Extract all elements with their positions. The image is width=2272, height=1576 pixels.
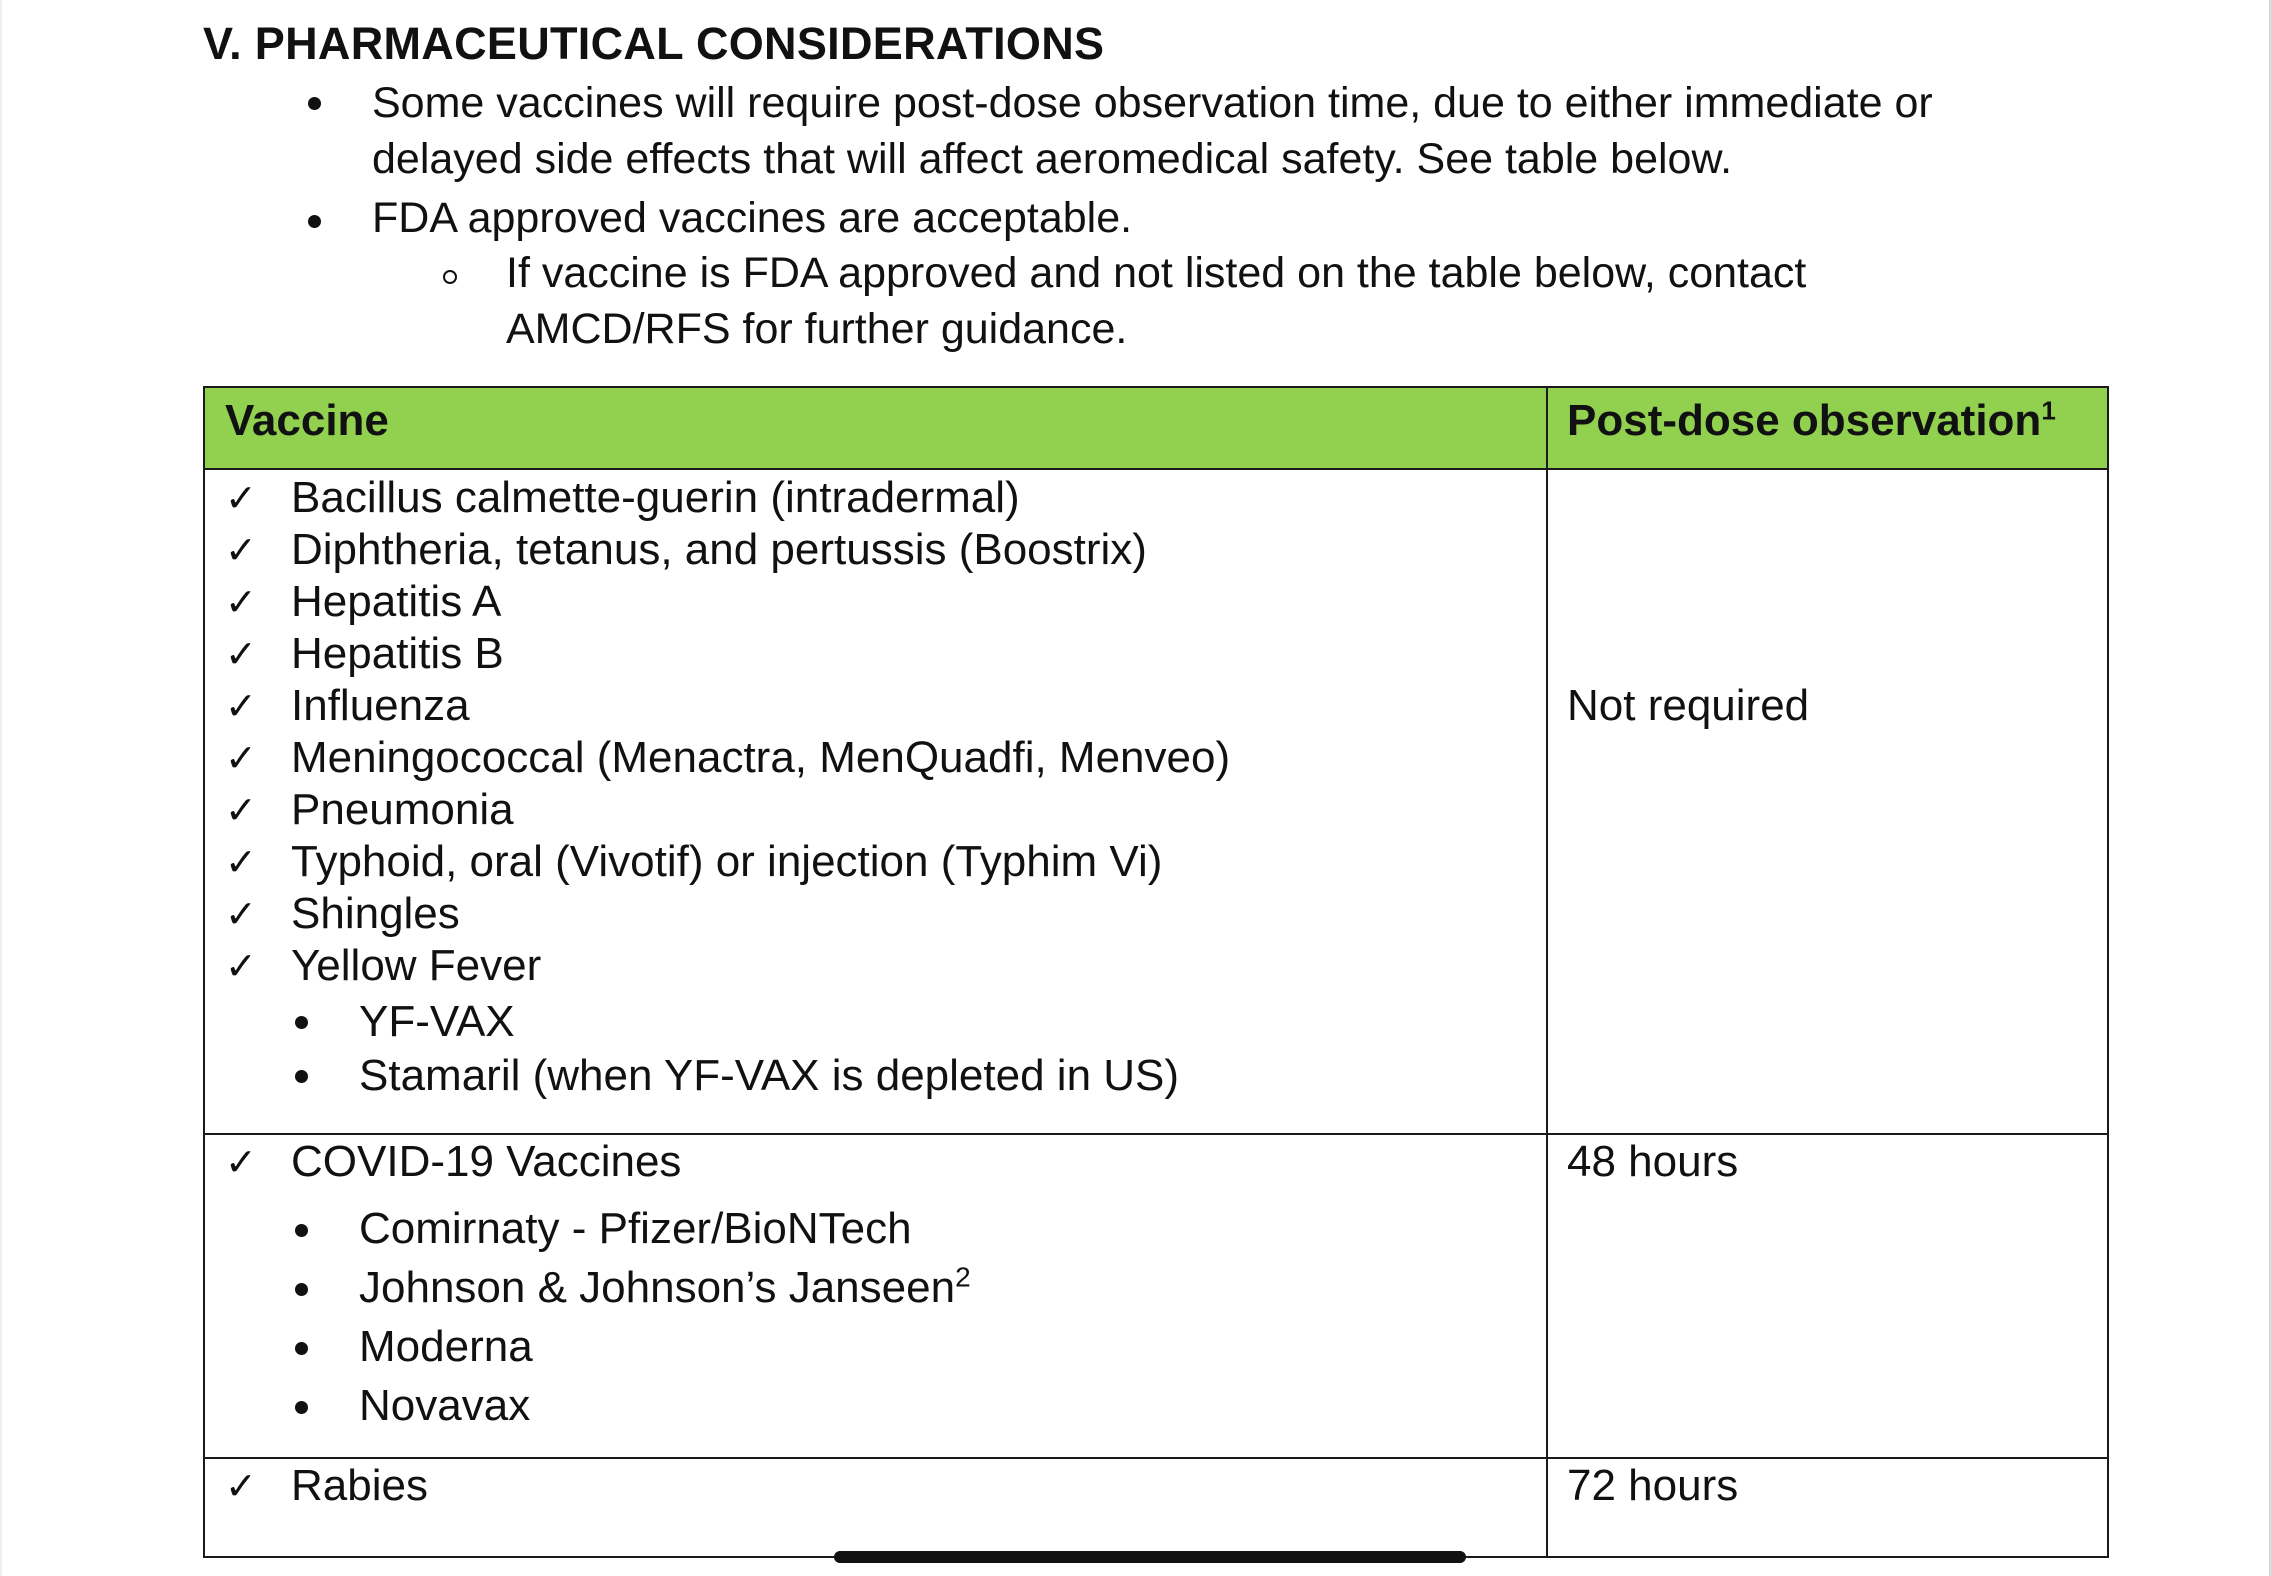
check-icon: ✓ xyxy=(225,944,257,988)
table-row-item: Typhoid, oral (Vivotif) or injection (Typhim Vi) xyxy=(291,837,1163,886)
bullet-icon xyxy=(308,215,321,228)
table-row-item: Yellow Fever xyxy=(291,941,542,990)
observation-48-hours: 48 hours xyxy=(1567,1137,1739,1186)
table-row-subitem-with-footnote xyxy=(359,1262,971,1314)
check-icon: ✓ xyxy=(225,632,257,676)
section-heading: V. PHARMACEUTICAL CONSIDERATIONS xyxy=(203,18,1105,69)
bullet-2-line-1: FDA approved vaccines are acceptable. xyxy=(372,194,1133,242)
row-divider xyxy=(205,1457,2107,1459)
table-row-item: Influenza xyxy=(291,681,470,730)
page-left-edge xyxy=(0,0,2,1576)
table-row-item: Hepatitis B xyxy=(291,629,504,678)
bullet-icon xyxy=(295,1401,308,1414)
bullet-1-line-2: delayed side effects that will affect aeromedical safety. See table below. xyxy=(372,135,1733,183)
sub-bullet-circle-icon xyxy=(443,270,457,284)
table-row-subitem: YF-VAX xyxy=(359,997,515,1046)
table-row-subitem: Stamaril (when YF-VAX is depleted in US) xyxy=(359,1051,1180,1100)
table-header-row xyxy=(205,388,2107,470)
table-row-item: Meningococcal (Menactra, MenQuadfi, Menveo) xyxy=(291,733,1231,782)
header-vaccine: Vaccine xyxy=(225,396,389,445)
table-row-subitem-text: Johnson & Johnson’s Janseen xyxy=(359,1263,956,1312)
header-post-dose-label: Post-dose observation xyxy=(1567,396,2042,445)
table-row-subitem: Moderna xyxy=(359,1322,533,1371)
check-icon: ✓ xyxy=(225,528,257,572)
check-icon: ✓ xyxy=(225,892,257,936)
vaccine-table xyxy=(203,386,2109,1558)
check-icon: ✓ xyxy=(225,788,257,832)
bullet-icon xyxy=(295,1283,308,1296)
bullet-icon xyxy=(295,1070,308,1083)
check-icon: ✓ xyxy=(225,736,257,780)
check-icon: ✓ xyxy=(225,1140,257,1184)
bullet-icon xyxy=(308,97,321,110)
home-indicator[interactable] xyxy=(834,1551,1466,1563)
sub-bullet-line-2: AMCD/RFS for further guidance. xyxy=(506,305,1128,353)
observation-72-hours: 72 hours xyxy=(1567,1461,1739,1510)
table-row-item: COVID-19 Vaccines xyxy=(291,1137,682,1186)
check-icon: ✓ xyxy=(225,840,257,884)
table-row-subitem: Comirnaty - Pfizer/BioNTech xyxy=(359,1204,912,1253)
check-icon: ✓ xyxy=(225,684,257,728)
table-row-item: Rabies xyxy=(291,1461,428,1510)
table-row-item: Hepatitis A xyxy=(291,577,502,626)
check-icon: ✓ xyxy=(225,1464,257,1508)
bullet-1-line-1: Some vaccines will require post-dose observation time, due to either immediate or xyxy=(372,79,1933,127)
check-icon: ✓ xyxy=(225,476,257,520)
check-icon: ✓ xyxy=(225,580,257,624)
observation-not-required: Not required xyxy=(1567,681,1810,730)
bullet-icon xyxy=(295,1224,308,1237)
footnote-marker: 1 xyxy=(2041,395,2056,426)
table-row-item: Bacillus calmette-guerin (intradermal) xyxy=(291,473,1020,522)
table-row-item: Diphtheria, tetanus, and pertussis (Boostrix) xyxy=(291,525,1147,574)
row-divider xyxy=(205,1133,2107,1135)
table-row-item: Shingles xyxy=(291,889,460,938)
bullet-icon xyxy=(295,1342,308,1355)
bullet-icon xyxy=(295,1016,308,1029)
footnote-marker: 2 xyxy=(955,1261,971,1293)
sub-bullet-line-1: If vaccine is FDA approved and not listed on the table below, contact xyxy=(506,249,1807,297)
table-row-item: Pneumonia xyxy=(291,785,514,834)
header-post-dose-observation xyxy=(1567,396,2056,446)
table-row-subitem: Novavax xyxy=(359,1381,531,1430)
column-divider xyxy=(1546,388,1548,1556)
